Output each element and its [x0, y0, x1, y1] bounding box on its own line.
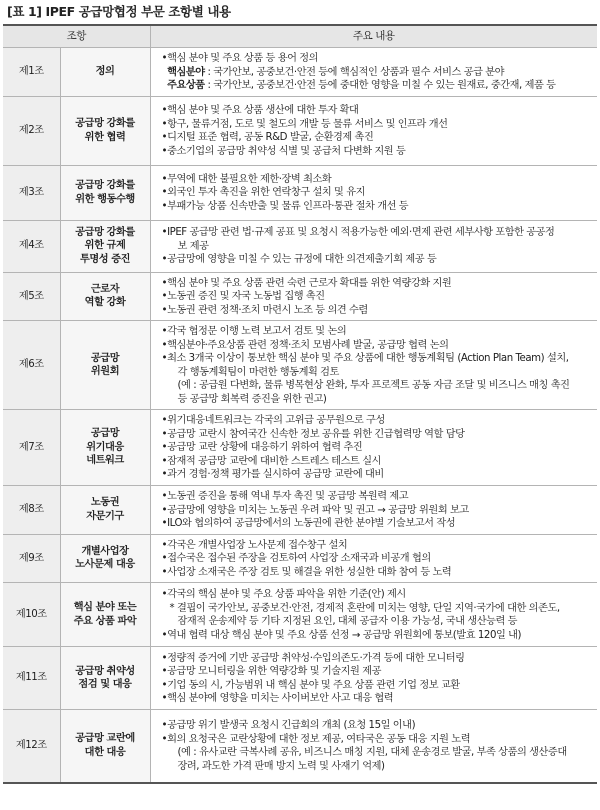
article-title-line: 대한 대응 [84, 746, 126, 758]
content-line: •회의 요청국은 교란상황에 대한 정보 제공, 여타국은 공동 대응 지원 노력 [161, 733, 471, 745]
article-content [150, 165, 597, 220]
content-line: •공급망 모니터링을 위한 역량강화 및 기술지원 제공 [161, 666, 382, 677]
article-number: 제3조 [3, 165, 60, 220]
table-row [3, 220, 597, 272]
table-row [3, 710, 597, 783]
article-number: 제5조 [3, 272, 60, 321]
content-line: 각 행동계획팀이 마련한 행동계획 검토 [177, 366, 339, 378]
article-content [150, 583, 597, 647]
content-line: •외국인 투자 촉진을 위한 연락창구 설치 및 유지 [161, 187, 366, 199]
content-line: •잠재적 공급망 교란에 대비한 스트레스 테스트 실시 [161, 455, 382, 467]
content-term: 주요상품 [167, 80, 205, 91]
table-row [3, 96, 597, 165]
content-line: •역내 협력 대상 핵심 분야 및 주요 상품 선정 → 공급망 위원회에 통보(발효 120일 내) [161, 629, 522, 641]
article-title [60, 647, 150, 710]
article-title [60, 710, 150, 783]
content-line: •최소 3개국 이상이 통보한 핵심 분야 및 주요 상품에 대한 행동계획팀 (Action Plan Team) 설치, [161, 353, 569, 364]
content-line: •핵심 분야 및 주요 상품 등 용어 정의 [161, 53, 319, 64]
article-title-line: 개별사업장 [81, 545, 129, 557]
article-content [150, 96, 597, 165]
article-number: 제8조 [3, 486, 60, 535]
content-term: 핵심분야 [167, 66, 205, 78]
article-title-line: 위한 행동수행 [75, 193, 135, 205]
article-title-line: 노사문제 대응 [75, 559, 135, 571]
article-title-line: 공급망 [90, 352, 120, 364]
table-row [3, 165, 597, 220]
table-row [3, 272, 597, 321]
article-title-line: 네트워크 [86, 455, 124, 467]
table-caption: [표 1] IPEF 공급망협정 부문 조항별 내용 [7, 4, 231, 19]
content-line: •무역에 대한 불필요한 제한·장벽 최소화 [161, 173, 332, 185]
article-title-line: 위기대응 [86, 441, 124, 453]
content-line [162, 79, 594, 93]
content-line: •각국은 개별사업장 노사문제 접수창구 설치 [161, 539, 348, 551]
article-title-line: 공급망 강화를 [75, 226, 135, 238]
content-line: •중소기업의 공급망 취약성 식별 및 공급처 다변화 지원 등 [161, 145, 406, 157]
table-header-row [3, 25, 597, 48]
content-line: 등 공급망 회복력 증진을 위한 권고) [177, 393, 327, 405]
article-title-line: 공급망 강화를 [75, 180, 135, 191]
content-line: •사업장 소재국은 주장 검토 및 해결을 위한 성실한 대화 참여 등 노력 [161, 566, 452, 578]
content-line: •핵심분야·주요상품 관련 정책·조치 모범사례 발굴, 공급망 협력 논의 [161, 339, 449, 351]
article-title [60, 96, 150, 165]
article-title [60, 583, 150, 647]
content-line: •정량적 증거에 기반 공급망 취약성·수입의존도·가격 등에 대한 모니터링 [161, 652, 465, 664]
article-title [60, 220, 150, 272]
article-number: 제4조 [3, 220, 60, 272]
content-line: •핵심 분야 및 주요 상품 생산에 대한 투자 확대 [161, 105, 359, 116]
article-content [150, 272, 597, 321]
content-line: •각국 협정문 이행 노력 보고서 검토 및 논의 [161, 326, 347, 337]
content-line: •노동권 증진을 통해 역내 투자 촉진 및 공급망 복원력 제고 [161, 491, 409, 502]
content-line: •과거 경험·정책 평가를 실시하여 공급망 교란에 대비 [161, 469, 384, 481]
article-content [150, 647, 597, 710]
article-title-line: 투명성 증진 [79, 253, 131, 265]
article-title-line: 자문기구 [86, 510, 124, 522]
content-line: (예 : 유사교란 극복사례 공유, 비즈니스 매칭 지원, 대체 운송경로 발굴, 부족 상품의 생산증대 [177, 747, 567, 759]
content-line: •항구, 물류거점, 도로 및 철도의 개발 등 물류 서비스 및 인프라 개선 [161, 118, 448, 130]
article-title-line: 위원회 [90, 366, 120, 377]
article-number: 제7조 [3, 410, 60, 486]
content-line: •각국의 핵심 분야 및 주요 상품 파악을 위한 기준(안) 제시 [161, 589, 406, 600]
content-line: •핵심 분야 및 주요 상품 관련 숙련 근로자 확대를 위한 역량강화 지원 [161, 277, 452, 289]
article-content [150, 534, 597, 583]
article-title-line: 공급망 교란에 [75, 733, 135, 745]
article-title-line: 노동권 [90, 497, 120, 509]
article-title [60, 486, 150, 535]
content-definition: : 국가안보, 공중보건·안전 등에 중대한 영향을 미칠 수 있는 원재료, 중간재, 제품 등 [204, 80, 556, 91]
article-content [150, 486, 597, 535]
article-title-line: 역할 강화 [84, 297, 126, 309]
article-title [60, 321, 150, 410]
table-row [3, 583, 597, 647]
table-row [3, 534, 597, 583]
article-title-line: 위한 협력 [84, 131, 126, 143]
article-title-line: 주요 상품 파악 [73, 615, 137, 627]
content-line: •디지털 표준 협력, 공동 R&D 발굴, 순환경제 촉진 [161, 132, 374, 143]
content-line: (예 : 공급원 다변화, 물류 병목현상 완화, 투자 프로젝트 공동 자금 조달 및 비즈니스 매칭 촉진 [177, 380, 570, 391]
article-title [60, 165, 150, 220]
content-line: * 결핍이 국가안보, 공중보건·안전, 경제적 혼란에 미치는 영향, 단일 지역·국가에 대한 의존도, [169, 602, 560, 614]
content-line: 보 제공 [177, 240, 209, 252]
article-content [150, 220, 597, 272]
content-line [162, 66, 594, 80]
article-number: 제1조 [3, 48, 60, 97]
article-title-line: 핵심 분야 또는 [73, 602, 137, 613]
content-line: •위기대응네트워크는 각국의 고위급 공무원으로 구성 [161, 415, 385, 427]
table-row [3, 486, 597, 535]
article-number: 제9조 [3, 534, 60, 583]
content-line: •노동권 관련 정책·조치 마련시 노조 등 의견 수렴 [161, 304, 368, 316]
table-row [3, 48, 597, 97]
content-line: •공급망 위기 발생국 요청시 긴급회의 개최 (요청 15일 이내) [161, 720, 416, 732]
article-number: 제10조 [3, 583, 60, 647]
table-row [3, 321, 597, 410]
article-title-line: 근로자 [90, 283, 120, 295]
article-number: 제6조 [3, 321, 60, 410]
table-row [3, 647, 597, 710]
content-line: •노동권 증진 및 자국 노동법 집행 촉진 [161, 291, 325, 302]
content-line: •핵심 분야에 영향을 미치는 사이버보안 사고 대응 협력 [161, 693, 394, 704]
article-number: 제12조 [3, 710, 60, 783]
content-line: 잠재적 운송제약 등 기타 지정된 요인, 대체 공급자 이용 가능성, 국내 생산능력 등 [177, 616, 518, 627]
article-content [150, 48, 597, 97]
content-line: •공급망 교란 상황에 대응하기 위하여 협력 추진 [161, 442, 363, 454]
article-title-line: 위한 규제 [84, 240, 126, 252]
article-number: 제11조 [3, 647, 60, 710]
article-title [60, 534, 150, 583]
content-line: •ILO와 협의하여 공급망에서의 노동권에 관한 분야별 기술보고서 작성 [161, 518, 456, 529]
article-content [150, 321, 597, 410]
article-content [150, 710, 597, 783]
article-title-line: 공급망 취약성 [75, 665, 135, 677]
content-line: •공급망 교란시 참여국간 신속한 정보 공유를 위한 긴급협력망 역할 담당 [161, 428, 465, 440]
content-line: •공급망에 영향을 미칠 수 있는 규정에 대한 의견제출기회 제공 등 [161, 254, 437, 266]
article-title [60, 410, 150, 486]
table-row [3, 410, 597, 486]
article-content [150, 410, 597, 486]
article-title-line: 정의 [95, 66, 115, 77]
content-line: •공급망에 영향을 미치는 노동권 우려 파악 및 권고 → 공급망 위원회 보고 [161, 504, 469, 516]
content-line: •접수국은 접수된 주장을 검토하여 사업장 소재국과 비공개 협의 [161, 553, 431, 564]
article-title-line: 공급망 [90, 428, 120, 440]
article-number: 제2조 [3, 96, 60, 165]
article-title-line: 공급망 강화를 [75, 118, 135, 129]
content-line: 장려, 과도한 가격 판매 방지 노력 및 사재기 억제) [177, 760, 385, 772]
article-title [60, 272, 150, 321]
ipef-supply-chain-table [3, 24, 597, 784]
content-line: •IPEF 공급망 관련 법·규제 공표 및 요청시 적용가능한 예외·면제 관련 세부사항 포함한 공공정 [161, 227, 555, 239]
content-line: •부패가능 상품 신속반출 및 물류 인프라·통관 절차 개선 등 [161, 200, 409, 212]
content-line: •기업 동의 시, 가능범위 내 핵심 분야 및 주요 상품 관련 기업 정보 교환 [161, 679, 460, 691]
content-definition: : 국가안보, 공중보건·안전 등에 핵심적인 상품과 필수 서비스 공급 분야 [204, 66, 505, 78]
header-content: 주요 내용 [150, 25, 597, 48]
article-title-line: 점검 및 대응 [78, 679, 132, 690]
article-title [60, 48, 150, 97]
header-article: 조항 [3, 25, 150, 48]
